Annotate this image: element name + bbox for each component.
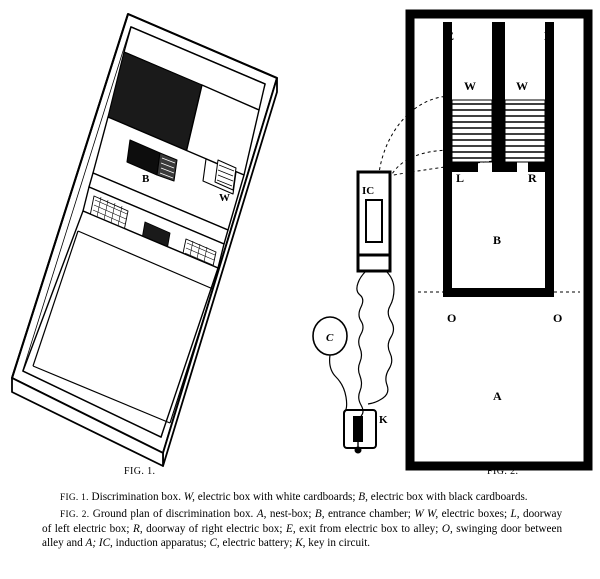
left-box-grid xyxy=(452,100,492,162)
caption-fig1-text-1: Discrimination box. xyxy=(91,491,181,503)
right-box-grid xyxy=(505,100,545,162)
caption-fig2-ic: IC, xyxy=(98,537,113,550)
figure-2-svg xyxy=(300,0,600,480)
fig2-letter-L: L xyxy=(456,171,465,185)
fig2-letter-R: R xyxy=(528,171,537,185)
caption-fig2-r-text: doorway of right electric box; xyxy=(146,522,283,535)
caption-fig2 xyxy=(42,507,562,551)
fig2-letter-IC: IC xyxy=(362,185,375,197)
caption-fig2-c-text: electric battery; xyxy=(222,537,293,550)
caption-fig2-l: L, xyxy=(510,507,520,520)
fig2-letter-W-right: W xyxy=(516,79,528,93)
caption-fig1-w: W, xyxy=(183,491,195,503)
fig2-letter-B: B xyxy=(493,233,502,247)
caption-fig2-ic-text: induction apparatus; xyxy=(115,537,207,550)
fig2-letter-O-right: O xyxy=(553,311,563,325)
caption-fig2-a-text: nest-box; xyxy=(269,507,312,520)
caption-fig2-k: K, xyxy=(295,537,306,550)
caption-fig2-e-text: exit from electric box to alley; xyxy=(299,522,439,535)
figure-2-illustration xyxy=(300,0,600,480)
caption-fig2-label: FIG. 2. xyxy=(60,509,90,520)
caption-fig2-o: O, xyxy=(441,522,453,535)
fig2-letter-W-left: W xyxy=(464,79,476,93)
caption-fig2-l-text: doorway of left electric box; xyxy=(42,507,563,535)
caption-fig2-a2: A; xyxy=(85,537,99,550)
caption-fig2-b-text: entrance chamber; xyxy=(327,507,411,520)
fig2-letter-C: C xyxy=(326,332,334,344)
key-in-circuit xyxy=(344,410,376,454)
caption-fig1-text-5: electric box with black cardboards. xyxy=(370,491,528,503)
figure-1-svg xyxy=(0,0,290,470)
fig2-letter-K: K xyxy=(379,414,388,426)
caption-fig1 xyxy=(42,490,562,505)
caption-fig2-ww-text: electric boxes; xyxy=(441,507,508,520)
caption-fig1-b: B, xyxy=(358,491,368,503)
fig1-letter-W: W xyxy=(219,192,230,204)
caption-fig2-e: E, xyxy=(286,522,296,535)
fig2-letter-A: A xyxy=(493,389,502,403)
caption-fig2-b: B, xyxy=(314,507,325,520)
caption-fig1-text-3: electric box with white cardboards; xyxy=(197,491,356,503)
caption-fig1-label: FIG. 1. xyxy=(60,493,89,503)
figure-1-illustration xyxy=(0,0,290,470)
caption-fig2-r: R, xyxy=(133,522,143,535)
fig2-letter-O-left: O xyxy=(447,311,457,325)
caption-fig2-o-text: swinging door between alley and xyxy=(42,522,563,550)
fig2-letter-E-left: E xyxy=(446,29,455,43)
caption-fig2-a: A, xyxy=(256,507,267,520)
figure-caption-block xyxy=(42,490,562,552)
figure-1-label: FIG. 1. xyxy=(124,466,156,477)
caption-fig2-c: C, xyxy=(209,537,220,550)
caption-fig2-ww: W W, xyxy=(414,507,439,520)
fig2-letter-E-right: E xyxy=(544,29,553,43)
fig1-letter-B: B xyxy=(142,173,150,185)
caption-fig2-text-1: Ground plan of discrimination box. xyxy=(92,507,254,520)
figure-2-label: FIG. 2. xyxy=(487,466,519,477)
caption-fig2-k-text: key in circuit. xyxy=(308,537,371,550)
